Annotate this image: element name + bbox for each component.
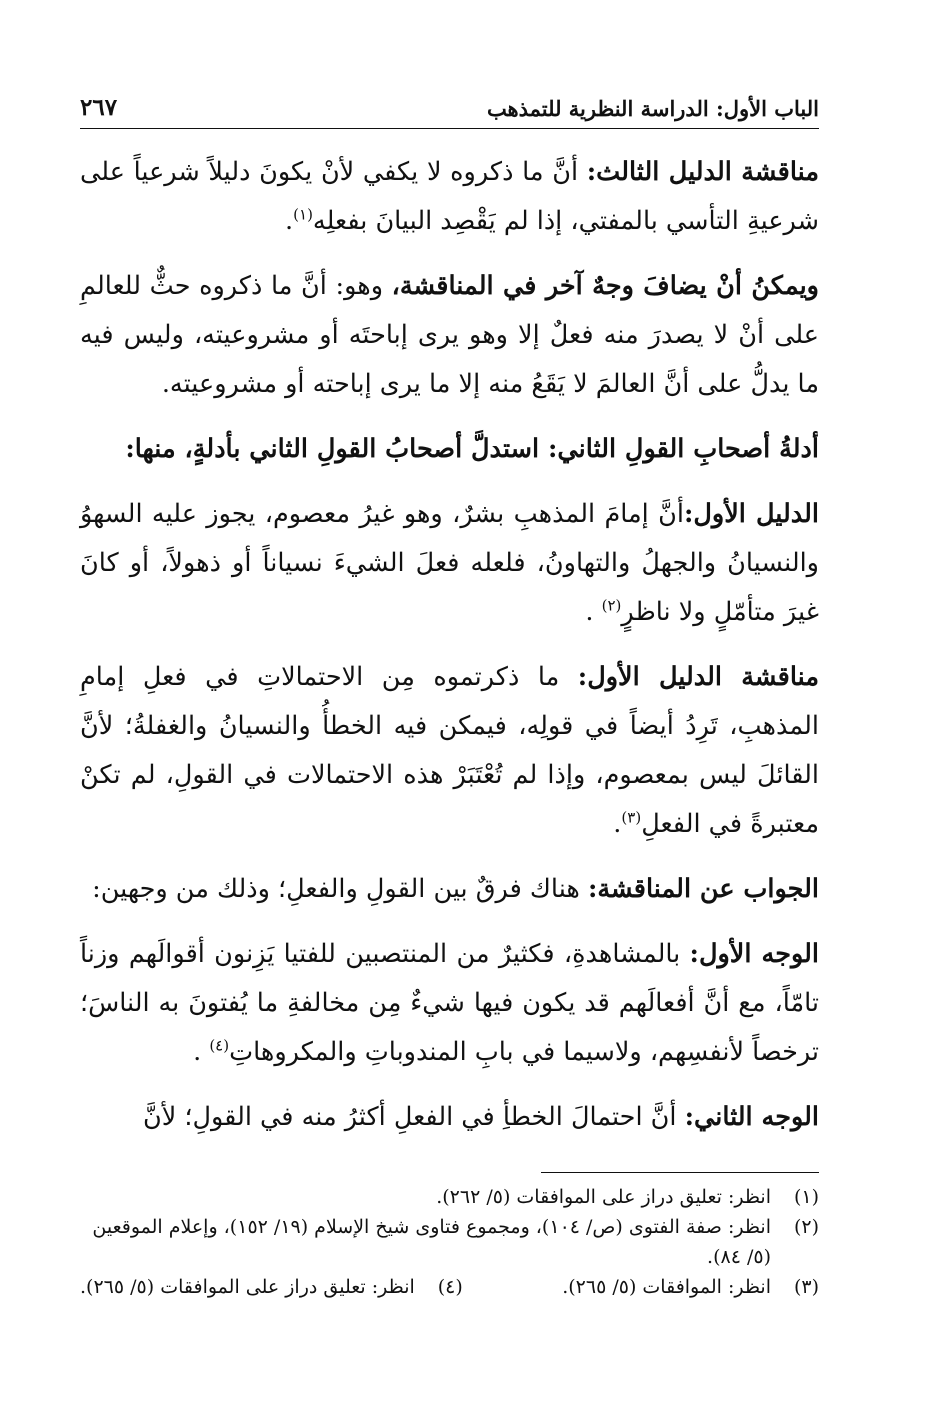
footnote: [80, 1182, 819, 1212]
footnote-number: (٣): [793, 1276, 819, 1298]
paragraph-end: .: [285, 206, 294, 236]
paragraph-end: .: [585, 597, 602, 627]
footnote-text: انظر: تعليق دراز على الموافقات (٥/ ٢٦٥).: [80, 1276, 415, 1298]
paragraph: [80, 425, 819, 474]
footnote: [80, 1212, 819, 1272]
paragraph-text: هناك فرقٌ بين القولِ والفعلِ؛ وذلك من وجهين:: [92, 874, 588, 904]
paragraph-text: وهو: أنَّ ما ذكروه حثٌّ للعالمِ على أنْ لا يصدرَ منه فعلٌ إلا وهو يرى إباحتَه أو مشروعيته، وليس فيه ما يدلُّ على أنَّ العالمَ لا يَقَعُ منه إلا ما يرى إباحته أو مشروعيته.: [80, 271, 819, 399]
paragraph: [80, 490, 819, 637]
paragraph-text: أنَّ إمامَ المذهبِ بشرٌ، وهو غيرُ معصوم، يجوز عليه السهوُ والنسيانُ والجهلُ والتهاونُ، فلعله فعلَ الشيءَ نسياناً أو ذهولاً، أو كانَ غيرَ متأمّلٍ ولا ناظرٍ: [80, 499, 819, 627]
footnote-separator: [541, 1172, 819, 1173]
footnotes: [80, 1182, 819, 1302]
paragraph-heading: مناقشة الدليل الثالث:: [586, 157, 819, 187]
footnote-marker[interactable]: (٤): [209, 1036, 230, 1055]
paragraph-heading: الجواب عن المناقشة:: [587, 874, 819, 904]
paragraph-heading: أدلةُ أصحابِ القولِ الثاني: استدلَّ أصحابُ القولِ الثاني بأدلةٍ، منها:: [125, 434, 819, 464]
footnote: [80, 1272, 463, 1302]
page-header: [80, 92, 819, 129]
footnote-marker[interactable]: (١): [293, 205, 313, 224]
footnote-marker[interactable]: (٣): [621, 808, 642, 827]
paragraph-heading: ويمكنُ أنْ يضافَ وجهٌ آخر في المناقشة،: [391, 271, 819, 301]
paragraph-heading: مناقشة الدليل الأول:: [577, 662, 819, 692]
footnote: [562, 1272, 819, 1302]
paragraph: [80, 930, 819, 1077]
paragraph: [80, 1093, 819, 1142]
paragraph-text: بالمشاهدةِ، فكثيرٌ من المنتصبين للفتيا يَزِنون أقوالَهم وزناً تامّاً، مع أنَّ أفعالَهم قد يكون فيها شيءٌ مِن مخالفةِ ما يُفتونَ به الناسَ؛ ترخصاً لأنفسِهم، ولاسيما في بابِ المندوباتِ والمكروهاتِ: [80, 939, 819, 1067]
paragraph: [80, 148, 819, 246]
paragraph: [80, 865, 819, 914]
paragraph-heading: الوجه الثاني:: [684, 1102, 819, 1132]
page-number: ٢٦٧: [80, 94, 118, 121]
paragraph-end: .: [613, 809, 622, 839]
paragraph: [80, 653, 819, 849]
footnote-text: انظر: صفة الفتوى (ص/ ١٠٤)، ومجموع فتاوى شيخ الإسلام (١٩/ ١٥٢)، وإعلام الموقعين (٥/ ٨٤).: [92, 1216, 771, 1268]
footnote-text: انظر: الموافقات (٥/ ٢٦٥).: [562, 1276, 771, 1298]
paragraph-text: أنَّ ما ذكروه لا يكفي لأنْ يكونَ دليلاً شرعياً على شرعيةِ التأسي بالمفتي، إذا لم يَقْصِد البيانَ بفعلِه: [80, 157, 819, 236]
footnote-number: (٢): [793, 1216, 819, 1238]
paragraph-heading: الوجه الأول:: [689, 939, 819, 969]
footnote-row: [80, 1272, 819, 1302]
paragraph-text: أنَّ احتمالَ الخطأِ في الفعلِ أكثرُ منه في القولِ؛ لأنَّ: [143, 1102, 685, 1132]
paragraph-end: .: [193, 1037, 210, 1067]
paragraph: [80, 262, 819, 409]
footnote-marker[interactable]: (٢): [601, 596, 622, 615]
paragraph-heading: الدليل الأول:: [683, 499, 819, 529]
paragraph-text: ما ذكرتموه مِن الاحتمالاتِ في فعلِ إمامِ المذهبِ، تَرِدُ أيضاً في قولِه، فيمكن فيه الخطأُ والنسيانُ والغفلةُ؛ لأنَّ القائلَ ليس بمعصوم، وإذا لم تُعْتَبَرْ هذه الاحتمالات في القولِ، لم تكنْ معتبرةً في الفعلِ: [80, 662, 819, 839]
running-title: الباب الأول: الدراسة النظرية للتمذهب: [486, 96, 819, 121]
footnote-text: انظر: تعليق دراز على الموافقات (٥/ ٢٦٢).: [436, 1186, 771, 1208]
footnote-number: (١): [793, 1186, 819, 1208]
footnote-number: (٤): [437, 1276, 463, 1298]
main-text: [80, 148, 819, 1158]
